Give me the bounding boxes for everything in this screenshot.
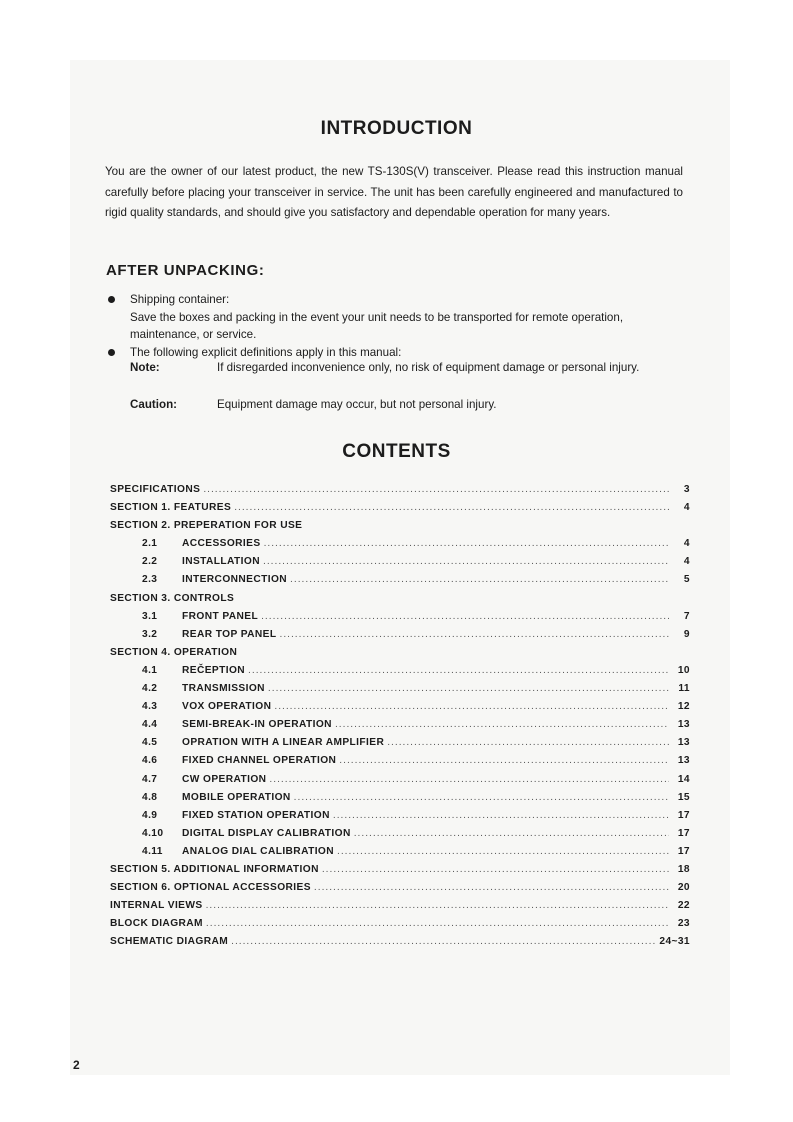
toc-entry-page: 18 (677, 863, 690, 875)
toc-entry-page: 10 (677, 664, 690, 676)
toc-entry-label: ANALOG DIAL CALIBRATION (182, 845, 335, 857)
toc-entry (110, 538, 690, 556)
toc-entry-number: 2.2 (142, 556, 158, 568)
toc-leader-dots (339, 755, 669, 766)
toc-entry-page: 4 (683, 556, 690, 568)
toc-entry-label: MOBILE OPERATION (182, 791, 291, 803)
toc-entry-page: 13 (677, 755, 690, 767)
toc-entry-page: 22 (677, 900, 690, 912)
note-definition (130, 359, 686, 377)
toc-entry (110, 864, 690, 882)
bullet-icon (108, 349, 115, 356)
toc-entry-page: 14 (677, 773, 690, 785)
toc-entry-number: 2.1 (142, 538, 158, 550)
note-term: Note: (130, 361, 160, 374)
page-number: 2 (73, 1058, 80, 1072)
introduction-paragraph: You are the owner of our latest product, the new TS-130S(V) transceiver. Please read this instruction manual carefully before placing your transceiver in service. The unit has been carefully engineered and manufactured to rigid quality standards, and should give you satisfactory and dependable operation for many years. (105, 165, 683, 220)
toc-entry-label: SEMI-BREAK-IN OPERATION (182, 719, 332, 731)
toc-entry-label: INSTALLATION (182, 556, 260, 568)
toc-leader-dots (279, 629, 669, 640)
toc-entry-page: 17 (677, 809, 690, 821)
toc-entry-label: INTERNAL VIEWS (110, 900, 203, 912)
toc-entry (110, 846, 690, 864)
toc-entry-label: SCHEMATIC DIAGRAM (110, 936, 229, 948)
toc-entry-label: FRONT PANEL (182, 610, 259, 622)
table-of-contents (110, 484, 690, 954)
toc-entry (110, 882, 690, 900)
after-unpacking-heading: AFTER UNPACKING: (106, 262, 265, 279)
definitions-bullet-text: The following explicit definitions apply in this manual: (130, 346, 402, 359)
toc-entry-label: REAR TOP PANEL (182, 628, 277, 640)
toc-entry (110, 810, 690, 828)
bullet-icon (108, 296, 115, 303)
toc-entry-page: 9 (683, 628, 690, 640)
toc-leader-dots (335, 719, 669, 730)
toc-leader-dots (234, 502, 669, 513)
toc-entry-label: SECTION 4. OPERATION (110, 646, 238, 658)
toc-entry (110, 792, 690, 810)
shipping-bullet (106, 291, 686, 344)
toc-entry-page: 20 (677, 882, 690, 894)
toc-entry-label: ACCESSORIES (182, 538, 261, 550)
toc-entry (110, 629, 690, 647)
toc-entry-label: SECTION 1. FEATURES (110, 502, 232, 514)
caution-description: Equipment damage may occur, but not personal injury. (217, 398, 497, 411)
toc-entry-label: SECTION 5. ADDITIONAL INFORMATION (110, 863, 319, 875)
toc-entry-label: FIXED STATION OPERATION (182, 809, 330, 821)
toc-leader-dots (268, 683, 669, 694)
toc-leader-dots (261, 611, 669, 622)
toc-entry-number: 2.3 (142, 574, 158, 586)
toc-leader-dots (264, 538, 669, 549)
toc-entry-label: VOX OPERATION (182, 701, 272, 713)
toc-leader-dots (263, 556, 669, 567)
toc-entry-label: SECTION 2. PREPERATION FOR USE (110, 520, 303, 532)
toc-entry (110, 556, 690, 574)
toc-entry-label: DIGITAL DISPLAY CALIBRATION (182, 827, 351, 839)
toc-entry (110, 737, 690, 755)
caution-definition (130, 396, 686, 414)
toc-entry-number: 3.2 (142, 628, 158, 640)
toc-entry-number: 4.5 (142, 737, 158, 749)
toc-leader-dots (294, 792, 669, 803)
toc-entry-label: INTERCONNECTION (182, 574, 288, 586)
toc-leader-dots (248, 665, 669, 676)
toc-entry-number: 4.4 (142, 719, 158, 731)
toc-entry (110, 484, 690, 502)
toc-entry (110, 918, 690, 936)
toc-entry-number: 3.1 (142, 610, 158, 622)
toc-entry (110, 701, 690, 719)
toc-entry (110, 502, 690, 520)
toc-leader-dots (322, 864, 669, 875)
caution-term: Caution: (130, 398, 178, 411)
toc-entry (110, 683, 690, 701)
shipping-bullet-text: Save the boxes and packing in the event your unit needs to be transported for remote operation, maintenance, or service. (130, 310, 624, 341)
shipping-bullet-title: Shipping container: (130, 293, 230, 306)
note-description: If disregarded inconvenience only, no risk of equipment damage or personal injury. (217, 361, 640, 374)
toc-entry-page: 13 (677, 719, 690, 731)
toc-entry-number: 4.9 (142, 809, 158, 821)
toc-entry-number: 4.1 (142, 664, 158, 676)
toc-leader-dots (290, 574, 669, 585)
toc-entry-page: 7 (683, 610, 690, 622)
toc-entry (110, 665, 690, 683)
toc-entry-label: BLOCK DIAGRAM (110, 918, 203, 930)
toc-entry-number: 4.10 (142, 827, 164, 839)
toc-entry-number: 4.6 (142, 755, 158, 767)
toc-entry-page: 4 (683, 502, 690, 514)
toc-entry (110, 647, 690, 665)
toc-entry (110, 719, 690, 737)
toc-leader-dots (206, 918, 669, 929)
toc-entry-label: CW OPERATION (182, 773, 267, 785)
toc-entry-label: REČEPTION (182, 664, 246, 676)
toc-entry (110, 611, 690, 629)
toc-leader-dots (206, 900, 669, 911)
toc-entry-page: 24~31 (659, 936, 690, 948)
toc-entry-page: 4 (683, 538, 690, 550)
toc-entry-label: TRANSMISSION (182, 683, 265, 695)
toc-entry (110, 774, 690, 792)
toc-entry-number: 4.11 (142, 845, 163, 857)
toc-leader-dots (274, 701, 669, 712)
toc-entry (110, 574, 690, 592)
toc-entry-number: 4.8 (142, 791, 158, 803)
contents-title: CONTENTS (342, 441, 451, 462)
toc-entry-number: 4.3 (142, 701, 158, 713)
toc-entry-page: 13 (677, 737, 690, 749)
toc-entry-label: FIXED CHANNEL OPERATION (182, 755, 337, 767)
toc-entry (110, 593, 690, 611)
toc-entry-page: 11 (678, 683, 690, 695)
toc-entry (110, 755, 690, 773)
toc-entry-label: SECTION 6. OPTIONAL ACCESSORIES (110, 882, 311, 894)
toc-entry-number: 4.7 (142, 773, 158, 785)
toc-entry-number: 4.2 (142, 683, 158, 695)
toc-leader-dots (203, 484, 669, 495)
toc-entry (110, 828, 690, 846)
toc-leader-dots (231, 936, 656, 947)
toc-entry-page: 17 (677, 845, 690, 857)
toc-entry-label: OPRATION WITH A LINEAR AMPLIFIER (182, 737, 385, 749)
toc-entry-label: SPECIFICATIONS (110, 484, 201, 495)
toc-leader-dots (269, 774, 669, 785)
toc-leader-dots (333, 810, 669, 821)
toc-entry-label: SECTION 3. CONTROLS (110, 592, 235, 604)
toc-entry-page: 5 (683, 574, 690, 586)
toc-entry (110, 936, 690, 954)
toc-entry-page: 17 (677, 827, 690, 839)
toc-entry-page: 12 (677, 701, 690, 713)
toc-leader-dots (387, 737, 669, 748)
toc-entry-page: 23 (677, 918, 690, 930)
toc-entry-page: 3 (683, 484, 690, 495)
toc-leader-dots (354, 828, 669, 839)
toc-leader-dots (337, 846, 669, 857)
toc-entry-page: 15 (677, 791, 690, 803)
toc-entry (110, 520, 690, 538)
toc-entry (110, 900, 690, 918)
introduction-title: INTRODUCTION (320, 118, 473, 139)
toc-leader-dots (314, 882, 669, 893)
